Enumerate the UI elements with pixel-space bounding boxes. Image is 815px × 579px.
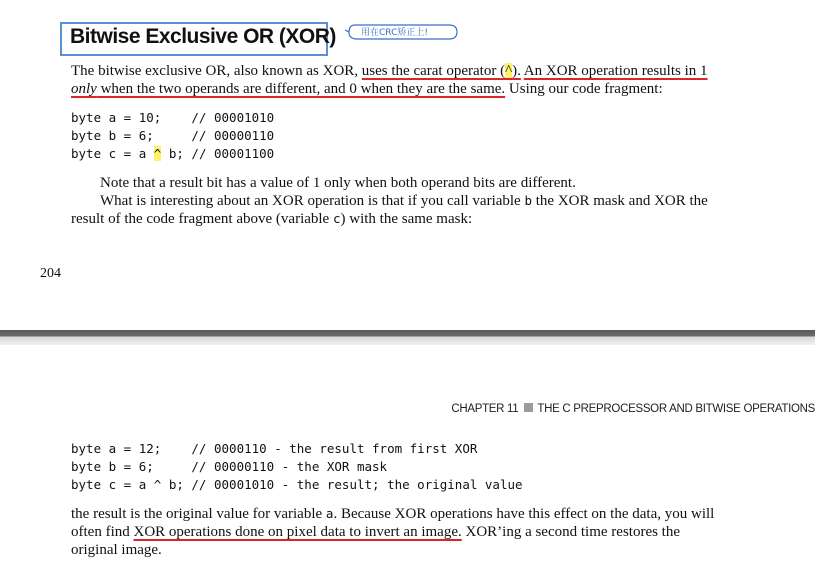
code-line-3: byte c = a ^ b; // 00001100 <box>71 146 275 161</box>
code-line-2: byte b = 6; // 00000110 - the XOR mask <box>71 459 388 474</box>
note-paragraph: Note that a result bit has a value of 1 only when both operand bits are different. <box>100 175 576 191</box>
text-run: Using our code fragment: <box>505 81 663 97</box>
code-line-3: byte c = a ^ b; // 00001010 - the result; the original value <box>71 477 523 492</box>
result-paragraph-line-3: original image. <box>71 542 162 558</box>
page-number: 204 <box>40 266 61 281</box>
underlined-text: An XOR operation results in 1 <box>523 63 708 79</box>
interesting-paragraph-line-2: result of the code fragment above (variable c) with the same mask: <box>71 211 473 227</box>
annotation-text: 用在CRC矫正上! <box>361 28 428 38</box>
intro-paragraph-line-1 <box>71 62 708 80</box>
text-run: The bitwise exclusive OR, also known as XOR, <box>71 63 362 79</box>
caret-highlight: ^ <box>505 63 513 79</box>
intro-paragraph-line-2 <box>71 80 663 98</box>
underlined-text: only when the two operands are different, and 0 when they are the same. <box>71 81 506 97</box>
underlined-text: uses the carat operator (^). <box>361 63 521 79</box>
result-paragraph-line-1: the result is the original value for variable a. Because XOR operations have this effect on the data, you will <box>71 506 715 522</box>
chapter-header: CHAPTER 11 THE C PREPROCESSOR AND BITWISE OPERATIONS <box>451 403 815 415</box>
code-line-1: byte a = 12; // 0000110 - the result from first XOR <box>71 441 478 456</box>
result-paragraph-line-2: often find XOR operations done on pixel data to invert an image. XOR’ing a second time restores the <box>71 524 681 540</box>
page-divider <box>0 330 815 345</box>
interesting-paragraph-line-1: What is interesting about an XOR operation is that if you call variable b the XOR mask and XOR the <box>100 193 708 209</box>
annotation-bubble[interactable] <box>345 22 459 42</box>
code-line-1: byte a = 10; // 00001010 <box>71 110 275 125</box>
caret-highlight: ^ <box>153 146 162 161</box>
code-line-2: byte b = 6; // 00000110 <box>71 128 275 143</box>
section-heading: Bitwise Exclusive OR (XOR) <box>70 25 336 48</box>
square-separator-icon <box>524 403 533 412</box>
underlined-text: XOR operations done on pixel data to invert an image. <box>133 524 462 540</box>
